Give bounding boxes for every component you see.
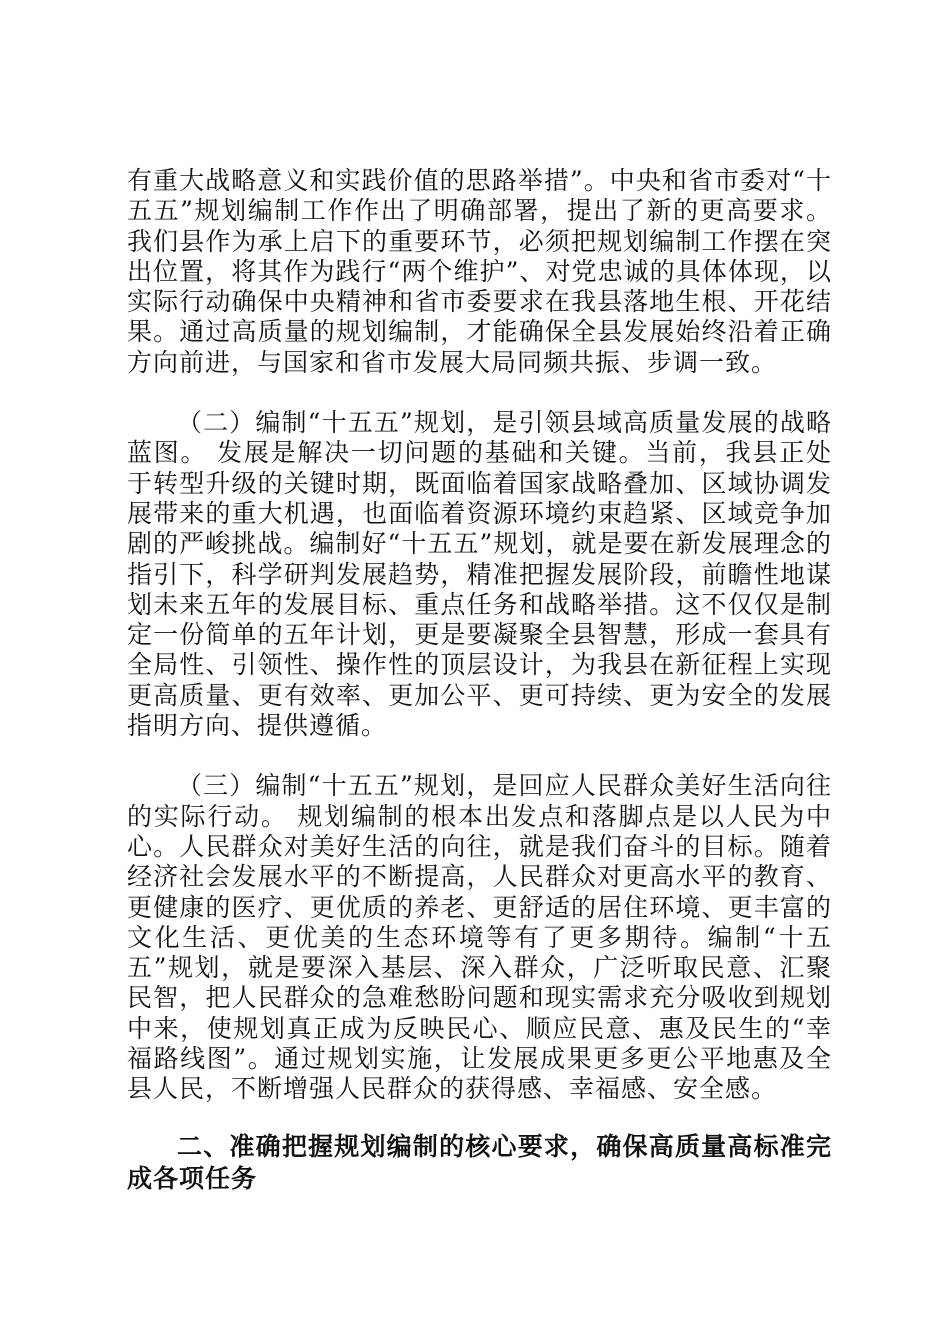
paragraph-continuation: 有重大战略意义和实践价值的思路举措”。中央和省市委对“十五五”规划编制工作作出了明确部署，提出了新的更高要求。我们县作为承上启下的重要环节，必须把规划编制工作摆在突出位置，将其作为践行“两个维护”、对党忠诚的具体体现，以实际行动确保中央精神和省市委要求在我县落地生根、开花结果。通过高质量的规划编制，才能确保全县发展始终沿着正确方向前进，与国家和省市发展大局同频共振、步调一致。: [127, 166, 832, 377]
paragraph-section-3: （三）编制“十五五”规划，是回应人民群众美好生活向往的实际行动。 规划编制的根本出发点和落脚点是以人民为中心。人民群众对美好生活的向往，就是我们奋斗的目标。随着经济社会发展水平的不断提高，人民群众对更高水平的教育、更健康的医疗、更优质的养老、更舒适的居住环境、更丰富的文化生活、更优美的生态环境等有了更多期待。编制“十五五”规划，就是要深入基层、深入群众，广泛听取民意、汇聚民智，把人民群众的急难愁盼问题和现实需求充分吸收到规划中来，使规划真正成为反映民心、顺应民意、惠及民生的“幸福路线图”。通过规划实施，让发展成果更多更公平地惠及全县人民，不断增强人民群众的获得感、幸福感、安全感。: [127, 771, 832, 1104]
document-body: [127, 166, 832, 1195]
paragraph-section-2: （二）编制“十五五”规划，是引领县域高质量发展的战略蓝图。 发展是解决一切问题的基础和关键。当前，我县正处于转型升级的关键时期，既面临着国家战略叠加、区域协调发展带来的重大机遇，也面临着资源环境约束趋紧、区域竞争加剧的严峻挑战。编制好“十五五”规划，就是要在新发展理念的指引下，科学研判发展趋势，精准把握发展阶段，前瞻性地谋划未来五年的发展目标、重点任务和战略举措。这不仅仅是制定一份简单的五年计划，更是要凝聚全县智慧，形成一套具有全局性、引领性、操作性的顶层设计，为我县在新征程上实现更高质量、更有效率、更加公平、更可持续、更为安全的发展指明方向、提供遵循。: [127, 408, 832, 741]
section-heading: 二、准确把握规划编制的核心要求，确保高质量高标准完成各项任务: [127, 1131, 832, 1193]
